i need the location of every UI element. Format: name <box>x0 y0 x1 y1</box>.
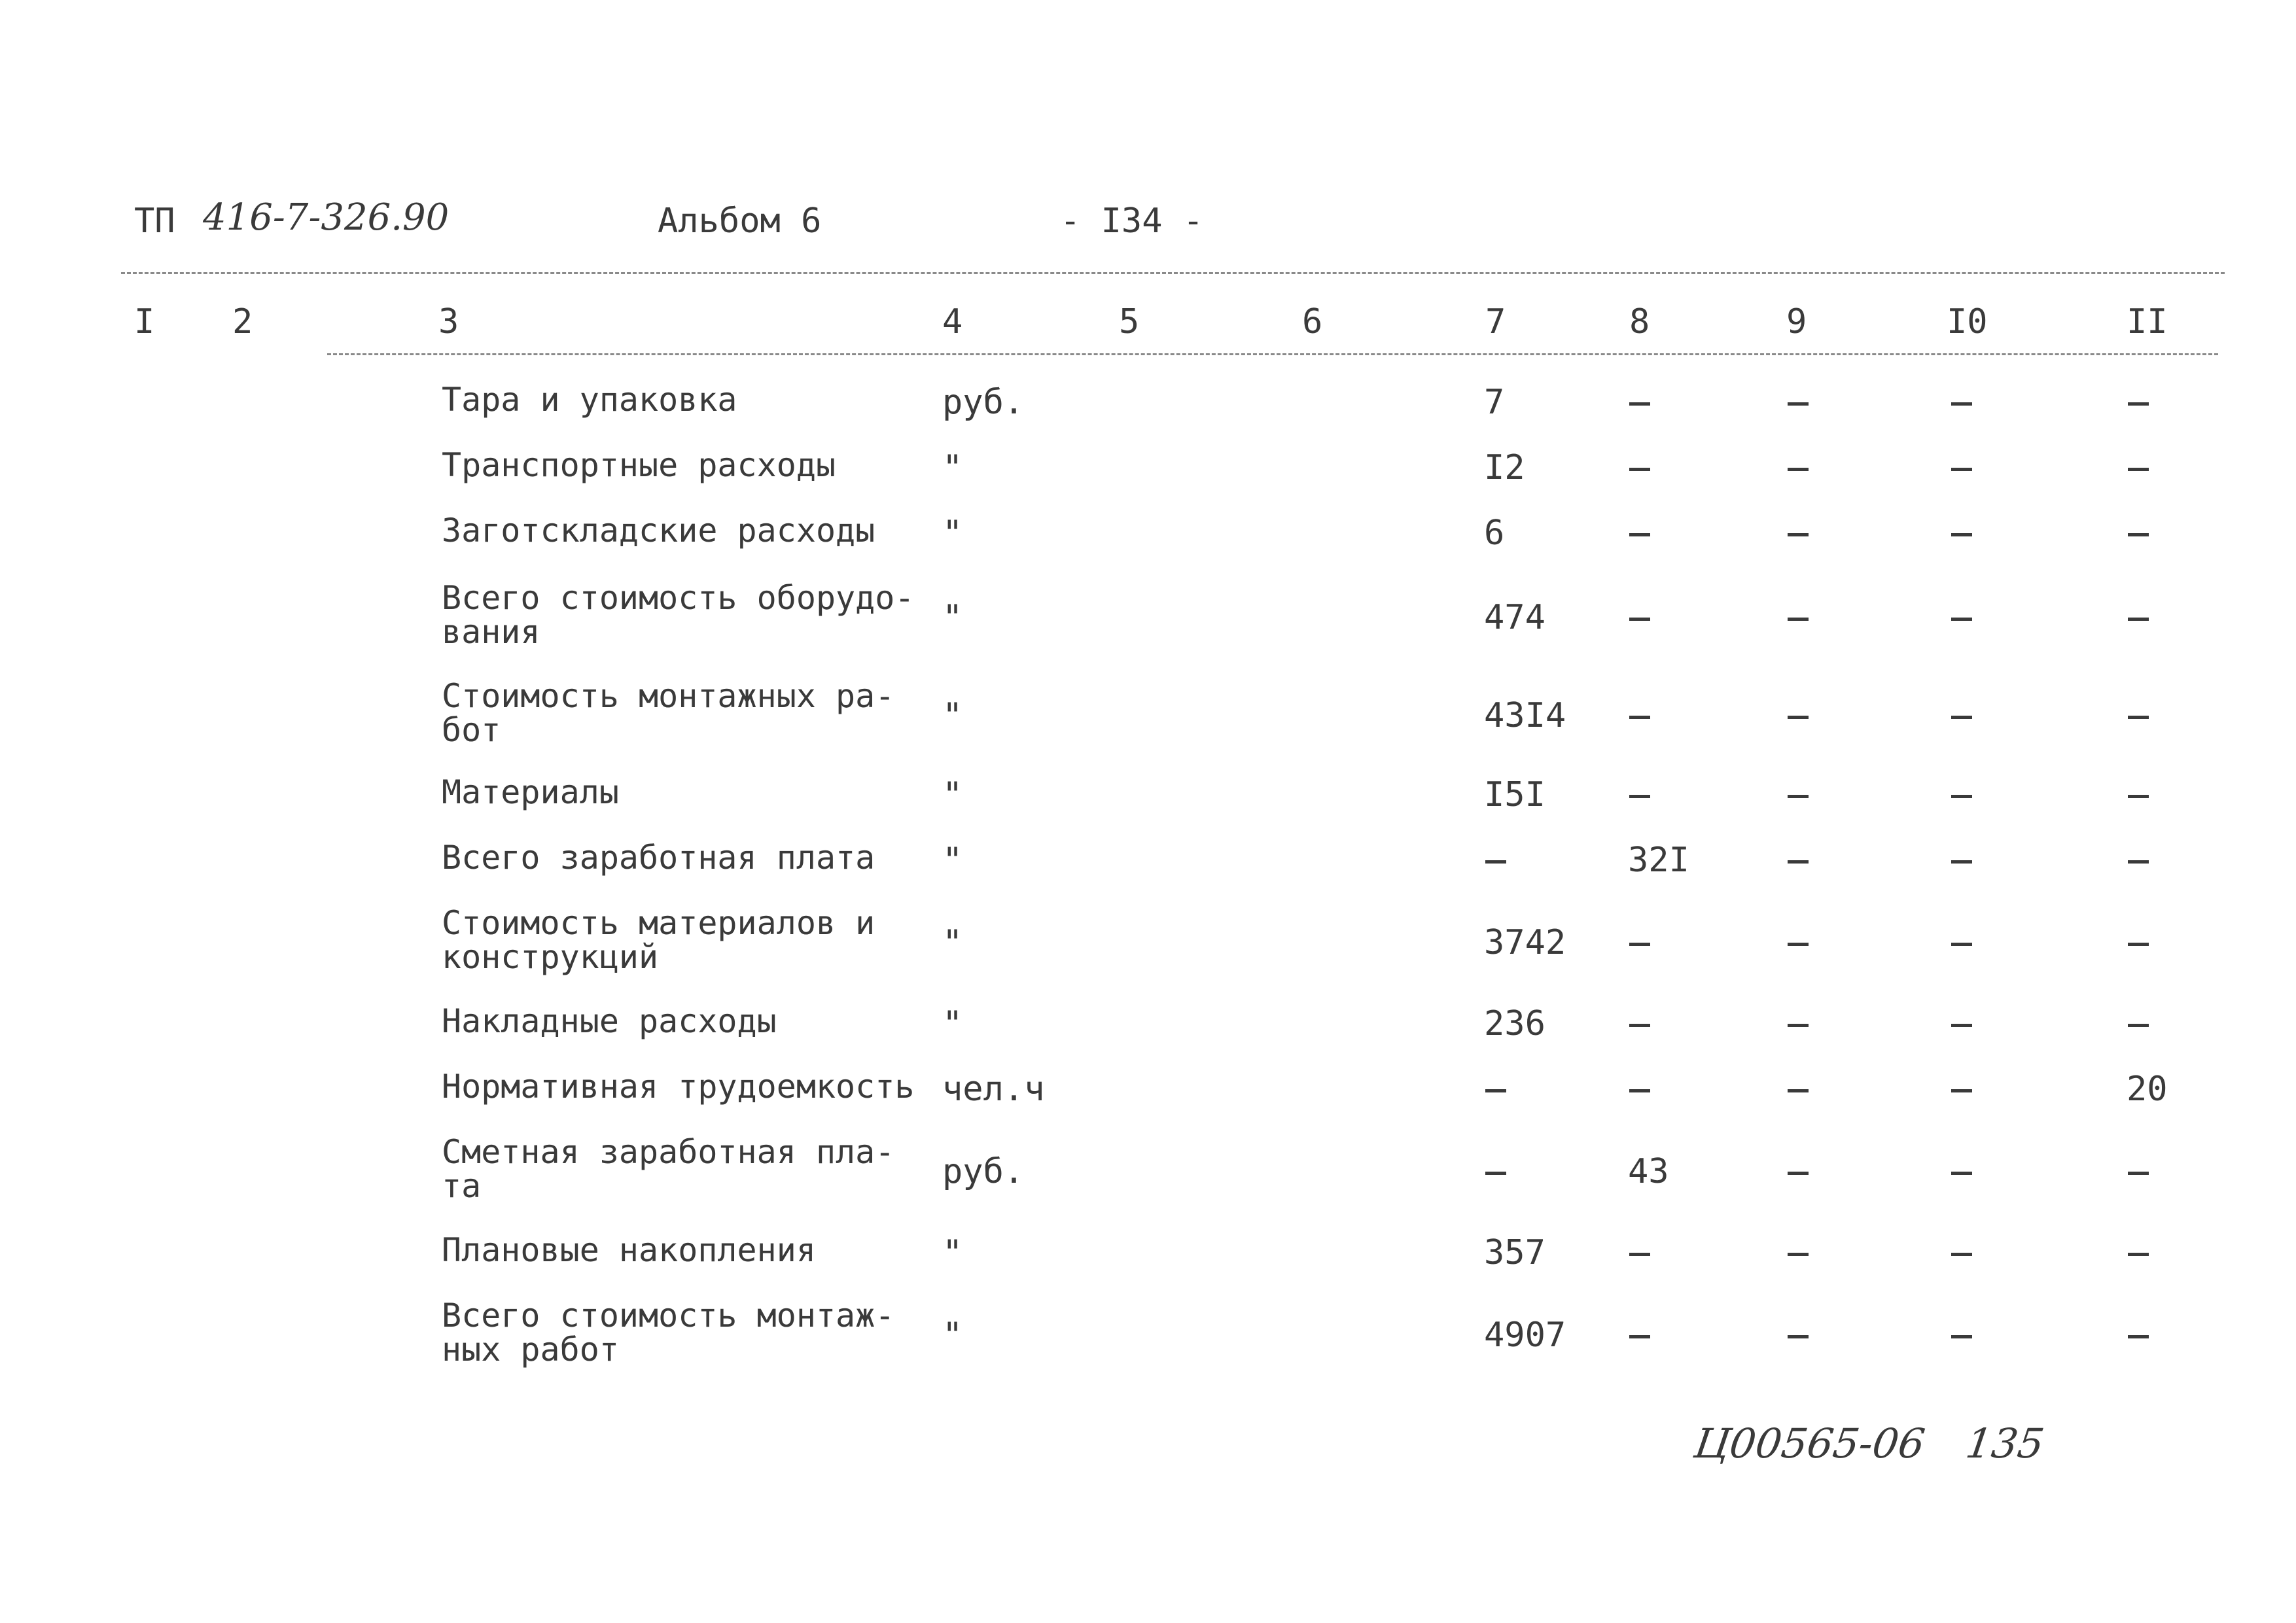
value-col-7: 474 <box>1484 598 1545 637</box>
empty-value-dash <box>1788 795 1809 798</box>
value-col-8: 43 <box>1628 1152 1669 1191</box>
empty-value-dash <box>2128 468 2149 471</box>
empty-value-dash <box>1951 860 1972 864</box>
top-rule <box>121 272 2225 274</box>
empty-value-dash <box>1629 618 1650 621</box>
value-col-7: 236 <box>1484 1004 1545 1043</box>
row-name: Всего стоимость монтаж- ных работ <box>442 1297 895 1369</box>
empty-value-dash <box>1788 402 1809 406</box>
value-col-7: 43I4 <box>1484 696 1566 735</box>
empty-value-dash <box>1629 1335 1650 1338</box>
empty-value-dash <box>1788 1335 1809 1338</box>
empty-value-dash <box>1788 716 1809 719</box>
empty-value-dash <box>1951 1024 1972 1027</box>
empty-value-dash <box>2128 860 2149 864</box>
empty-value-dash <box>2128 716 2149 719</box>
column-number: 7 <box>1485 302 1506 341</box>
empty-value-dash <box>2128 402 2149 406</box>
row-unit: " <box>942 1316 963 1355</box>
empty-value-dash <box>1629 468 1650 471</box>
column-rule <box>327 353 2218 355</box>
row-unit: чел.ч <box>942 1070 1045 1109</box>
empty-value-dash <box>2128 1335 2149 1338</box>
empty-value-dash <box>1629 402 1650 406</box>
row-name: Стоимость монтажных ра- бот <box>442 677 895 749</box>
column-number: I <box>134 302 155 341</box>
row-name: Тара и упаковка <box>442 381 737 419</box>
doc-prefix: ТП <box>134 201 175 241</box>
row-unit: " <box>942 696 963 735</box>
row-name: Стоимость материалов и конструкций <box>442 904 875 976</box>
empty-value-dash <box>1951 533 1972 536</box>
empty-value-dash <box>1951 943 1972 946</box>
empty-value-dash <box>1951 716 1972 719</box>
row-unit: " <box>942 775 963 814</box>
row-name: Всего заработная плата <box>442 839 875 877</box>
empty-value-dash <box>1951 1335 1972 1338</box>
value-col-7: I2 <box>1484 448 1525 487</box>
empty-value-dash <box>2128 1253 2149 1256</box>
column-number: 8 <box>1629 302 1650 341</box>
empty-value-dash <box>1951 1253 1972 1256</box>
value-col-8: 32I <box>1628 841 1689 880</box>
page-number: - I34 - <box>1060 201 1204 241</box>
empty-value-dash <box>1629 1253 1650 1256</box>
row-unit: руб. <box>942 383 1025 422</box>
column-number: 6 <box>1302 302 1323 341</box>
column-number: 5 <box>1119 302 1140 341</box>
empty-value-dash <box>2128 943 2149 946</box>
empty-value-dash <box>1629 1024 1650 1027</box>
row-name: Материалы <box>442 773 619 811</box>
row-unit: " <box>942 448 963 487</box>
column-rule-left-tick <box>327 353 366 355</box>
archive-code: Ц00565-06 <box>1691 1420 1928 1467</box>
empty-value-dash <box>1629 1089 1650 1092</box>
sheet-number: 135 <box>1962 1420 2047 1467</box>
row-unit: " <box>942 598 963 637</box>
empty-value-dash <box>1951 795 1972 798</box>
value-col-7: 7 <box>1484 383 1505 422</box>
empty-value-dash <box>1788 1172 1809 1175</box>
row-name: Нормативная трудоемкость <box>442 1068 915 1106</box>
empty-value-dash <box>1629 533 1650 536</box>
value-col-11: 20 <box>2127 1070 2168 1109</box>
empty-value-dash <box>1951 402 1972 406</box>
empty-value-dash <box>2128 533 2149 536</box>
empty-value-dash <box>1788 533 1809 536</box>
empty-value-dash <box>1485 1089 1506 1092</box>
row-unit: " <box>942 841 963 880</box>
column-number: 2 <box>232 302 253 341</box>
empty-value-dash <box>2128 1172 2149 1175</box>
empty-value-dash <box>1788 1253 1809 1256</box>
empty-value-dash <box>1629 716 1650 719</box>
empty-value-dash <box>1485 860 1506 864</box>
empty-value-dash <box>1788 468 1809 471</box>
value-col-7: 357 <box>1484 1233 1545 1272</box>
empty-value-dash <box>1951 618 1972 621</box>
empty-value-dash <box>1485 1172 1506 1175</box>
doc-number: 416-7-326.90 <box>203 196 450 239</box>
empty-value-dash <box>1629 943 1650 946</box>
value-col-7: I5I <box>1484 775 1545 814</box>
value-col-7: 3742 <box>1484 923 1566 962</box>
row-unit: руб. <box>942 1152 1025 1191</box>
value-col-7: 4907 <box>1484 1316 1566 1355</box>
row-unit: " <box>942 1004 963 1043</box>
empty-value-dash <box>1788 618 1809 621</box>
row-name: Накладные расходы <box>442 1002 777 1040</box>
empty-value-dash <box>1629 795 1650 798</box>
empty-value-dash <box>2128 1024 2149 1027</box>
empty-value-dash <box>1788 1024 1809 1027</box>
row-name: Плановые накопления <box>442 1231 816 1269</box>
column-number: 4 <box>942 302 963 341</box>
row-unit: " <box>942 514 963 553</box>
column-number: II <box>2127 302 2168 341</box>
empty-value-dash <box>1788 860 1809 864</box>
empty-value-dash <box>1951 468 1972 471</box>
empty-value-dash <box>2128 795 2149 798</box>
row-unit: " <box>942 923 963 962</box>
row-name: Всего стоимость оборудо- вания <box>442 579 915 651</box>
column-number: 3 <box>438 302 459 341</box>
empty-value-dash <box>1788 1089 1809 1092</box>
empty-value-dash <box>2128 618 2149 621</box>
column-number: 9 <box>1786 302 1807 341</box>
row-unit: " <box>942 1233 963 1272</box>
row-name: Сметная заработная пла- та <box>442 1133 895 1205</box>
album-label: Альбом 6 <box>658 201 822 241</box>
row-name: Заготскладские расходы <box>442 512 875 550</box>
row-name: Транспортные расходы <box>442 446 836 484</box>
value-col-7: 6 <box>1484 514 1505 553</box>
empty-value-dash <box>1788 943 1809 946</box>
column-number: I0 <box>1947 302 1988 341</box>
empty-value-dash <box>1951 1172 1972 1175</box>
empty-value-dash <box>1951 1089 1972 1092</box>
